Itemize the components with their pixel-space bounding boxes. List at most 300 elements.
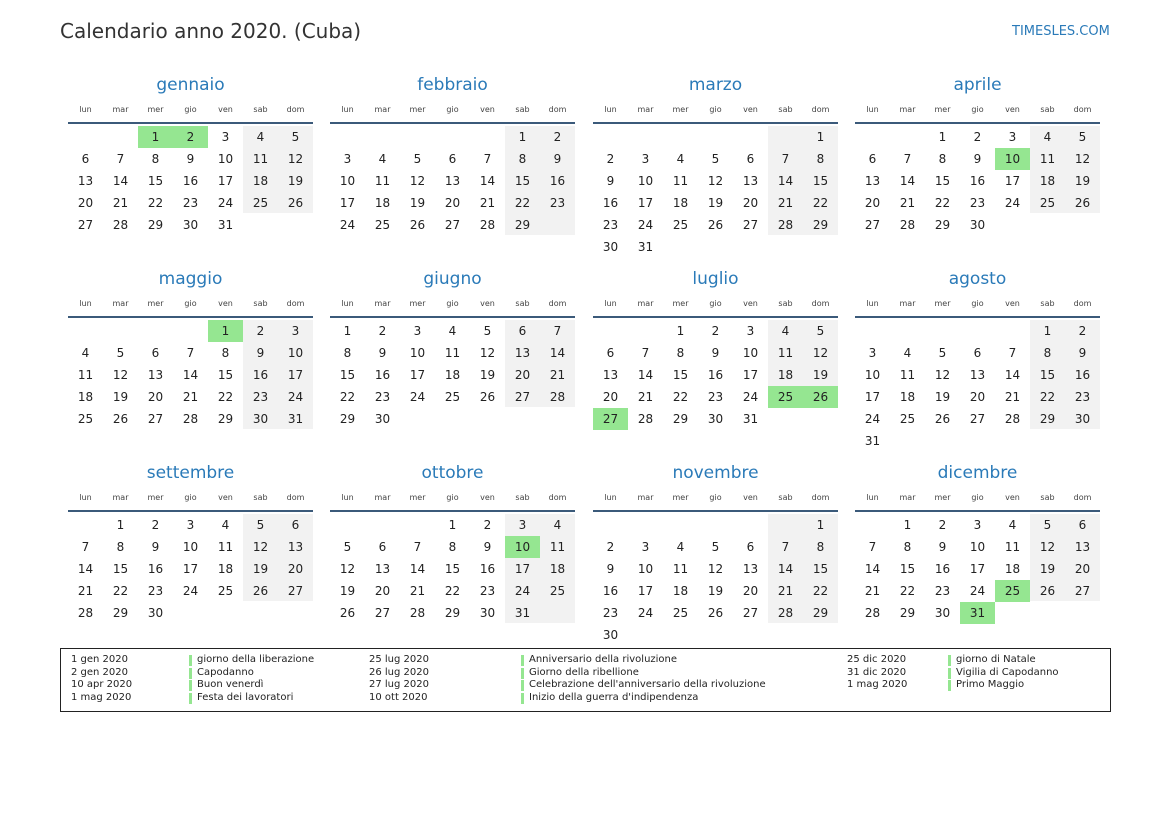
- weekday-label: sab: [1040, 105, 1055, 114]
- day-cell: 2: [378, 324, 387, 338]
- weekday-label: mar: [899, 299, 916, 308]
- day-cell: 27: [864, 218, 881, 232]
- day-cell: 4: [448, 324, 457, 338]
- legend-date: 2 gen 2020: [71, 666, 129, 678]
- holiday-legend: [60, 648, 1111, 712]
- legend-date: 31 dic 2020: [847, 666, 907, 678]
- day-cell: 26: [252, 584, 269, 598]
- day-cell: 3: [641, 540, 650, 554]
- day-cell: 5: [938, 346, 947, 360]
- day-cell: 5: [711, 540, 720, 554]
- day-cell: 17: [182, 562, 199, 576]
- weekday-label: dom: [548, 493, 567, 502]
- day-cell: 16: [374, 368, 391, 382]
- day-cell: 11: [777, 346, 794, 360]
- day-cell: 24: [182, 584, 199, 598]
- day-cell: 12: [812, 346, 829, 360]
- day-cell: 13: [77, 174, 94, 188]
- legend-date: 1 mag 2020: [71, 691, 132, 703]
- day-cell: 24: [969, 584, 986, 598]
- day-cell: 21: [864, 584, 881, 598]
- weekday-label: ven: [1005, 493, 1020, 502]
- weekday-label: sab: [778, 493, 793, 502]
- day-cell: 22: [444, 584, 461, 598]
- day-cell: 20: [514, 368, 531, 382]
- day-cell: 10: [339, 174, 356, 188]
- day-cell: 26: [287, 196, 304, 210]
- day-cell: 17: [287, 368, 304, 382]
- day-cell: 24: [637, 218, 654, 232]
- day-cell: 5: [256, 518, 265, 532]
- day-cell: 30: [602, 240, 619, 254]
- day-cell: 26: [409, 218, 426, 232]
- day-cell: 29: [147, 218, 164, 232]
- day-cell: 13: [514, 346, 531, 360]
- day-cell: 16: [549, 174, 566, 188]
- day-cell: 1: [1043, 324, 1052, 338]
- day-cell: 1: [676, 324, 685, 338]
- day-cell: 15: [112, 562, 129, 576]
- day-cell: 16: [182, 174, 199, 188]
- month-name: dicembre: [937, 463, 1018, 483]
- day-cell: 28: [112, 218, 129, 232]
- holiday-day-cell: 10: [995, 148, 1030, 170]
- day-cell: 27: [742, 218, 759, 232]
- day-cell: 23: [147, 584, 164, 598]
- day-cell: 24: [409, 390, 426, 404]
- day-cell: 8: [816, 152, 825, 166]
- legend-date: 26 lug 2020: [369, 666, 429, 678]
- weekday-label: lun: [604, 105, 617, 114]
- holiday-day-cell: 25: [995, 580, 1030, 602]
- day-cell: 12: [479, 346, 496, 360]
- day-cell: 29: [112, 606, 129, 620]
- day-cell: 17: [409, 368, 426, 382]
- day-cell: 21: [409, 584, 426, 598]
- day-cell: 11: [444, 346, 461, 360]
- legend-holiday-name: Festa dei lavoratori: [197, 691, 294, 703]
- weekday-label: dom: [811, 493, 830, 502]
- day-cell: 9: [711, 346, 720, 360]
- day-cell: 30: [602, 628, 619, 642]
- day-cell: 25: [1039, 196, 1056, 210]
- legend-marker: [521, 693, 524, 704]
- day-cell: 7: [781, 540, 790, 554]
- site-link[interactable]: TIMESLES.COM: [1012, 24, 1110, 39]
- holiday-day-cell: 1: [138, 126, 173, 148]
- weekday-label: dom: [286, 493, 305, 502]
- day-cell: 21: [182, 390, 199, 404]
- day-cell: 27: [1074, 584, 1091, 598]
- day-cell: 10: [217, 152, 234, 166]
- legend-holiday-name: giorno di Natale: [956, 654, 1036, 665]
- day-cell: 12: [1074, 152, 1091, 166]
- day-cell: 20: [742, 584, 759, 598]
- day-cell: 23: [602, 218, 619, 232]
- day-cell: 28: [637, 412, 654, 426]
- weekday-label: dom: [811, 105, 830, 114]
- day-cell: 23: [182, 196, 199, 210]
- day-cell: 17: [969, 562, 986, 576]
- day-cell: 15: [217, 368, 234, 382]
- day-cell: 7: [116, 152, 125, 166]
- legend-holiday-name: Capodanno: [197, 666, 254, 678]
- day-cell: 25: [217, 584, 234, 598]
- day-cell: 25: [77, 412, 94, 426]
- day-cell: 13: [864, 174, 881, 188]
- legend-marker: [189, 668, 192, 679]
- day-cell: 4: [676, 152, 685, 166]
- day-cell: 5: [116, 346, 125, 360]
- weekday-label: mer: [409, 105, 426, 114]
- month-name: maggio: [158, 269, 223, 289]
- day-cell: 11: [217, 540, 234, 554]
- day-cell: 29: [672, 412, 689, 426]
- day-cell: 26: [934, 412, 951, 426]
- day-cell: 6: [151, 346, 160, 360]
- weekday-label: mar: [899, 493, 916, 502]
- day-cell: 23: [374, 390, 391, 404]
- day-cell: 6: [746, 540, 755, 554]
- day-cell: 8: [816, 540, 825, 554]
- day-cell: 18: [1039, 174, 1056, 188]
- day-cell: 5: [483, 324, 492, 338]
- day-cell: 12: [339, 562, 356, 576]
- day-cell: 5: [1078, 130, 1087, 144]
- weekday-label: dom: [548, 299, 567, 308]
- month-name: giugno: [423, 269, 482, 289]
- holiday-day-cell: 27: [593, 408, 628, 430]
- day-cell: 22: [672, 390, 689, 404]
- day-cell: 20: [77, 196, 94, 210]
- day-cell: 18: [672, 196, 689, 210]
- day-cell: 17: [339, 196, 356, 210]
- month-name: febbraio: [417, 75, 488, 95]
- weekday-label: ven: [1005, 105, 1020, 114]
- day-cell: 14: [77, 562, 94, 576]
- legend-holiday-name: Giorno della ribellione: [529, 666, 639, 678]
- day-cell: 27: [514, 390, 531, 404]
- day-cell: 31: [742, 412, 759, 426]
- day-cell: 1: [816, 518, 825, 532]
- day-cell: 30: [707, 412, 724, 426]
- day-cell: 28: [899, 218, 916, 232]
- day-cell: 19: [1039, 562, 1056, 576]
- day-cell: 14: [549, 346, 566, 360]
- legend-holiday-name: Inizio della guerra d'indipendenza: [529, 691, 699, 703]
- day-cell: 23: [602, 606, 619, 620]
- legend-holiday-name: Primo Maggio: [956, 679, 1025, 690]
- day-cell: 15: [899, 562, 916, 576]
- weekday-label: lun: [79, 299, 92, 308]
- day-cell: 14: [479, 174, 496, 188]
- day-cell: 26: [1039, 584, 1056, 598]
- day-cell: 19: [252, 562, 269, 576]
- month-name: gennaio: [156, 75, 225, 95]
- day-cell: 3: [973, 518, 982, 532]
- day-cell: 25: [444, 390, 461, 404]
- day-cell: 29: [812, 606, 829, 620]
- legend-date: 1 gen 2020: [71, 654, 129, 665]
- day-cell: 15: [514, 174, 531, 188]
- day-cell: 6: [81, 152, 90, 166]
- day-cell: 5: [816, 324, 825, 338]
- day-cell: 21: [479, 196, 496, 210]
- day-cell: 5: [711, 152, 720, 166]
- day-cell: 20: [147, 390, 164, 404]
- day-cell: 15: [147, 174, 164, 188]
- day-cell: 18: [444, 368, 461, 382]
- day-cell: 29: [899, 606, 916, 620]
- day-cell: 17: [1004, 174, 1021, 188]
- day-cell: 7: [483, 152, 492, 166]
- day-cell: 20: [444, 196, 461, 210]
- day-cell: 14: [864, 562, 881, 576]
- weekday-label: ven: [218, 493, 233, 502]
- day-cell: 10: [864, 368, 881, 382]
- day-cell: 23: [934, 584, 951, 598]
- weekday-label: sab: [1040, 299, 1055, 308]
- month-name: agosto: [948, 269, 1007, 289]
- day-cell: 19: [707, 196, 724, 210]
- legend-date: 25 dic 2020: [847, 654, 907, 665]
- legend-marker: [189, 680, 192, 691]
- month-divider: [855, 510, 1100, 512]
- day-cell: 9: [186, 152, 195, 166]
- day-cell: 19: [409, 196, 426, 210]
- day-cell: 12: [707, 174, 724, 188]
- day-cell: 23: [252, 390, 269, 404]
- weekday-label: mer: [672, 493, 689, 502]
- day-cell: 14: [409, 562, 426, 576]
- month-name: aprile: [953, 75, 1002, 95]
- weekday-label: sab: [515, 299, 530, 308]
- day-cell: 24: [514, 584, 531, 598]
- weekday-label: mar: [374, 493, 391, 502]
- day-cell: 5: [343, 540, 352, 554]
- month-name: marzo: [688, 75, 743, 95]
- day-cell: 6: [518, 324, 527, 338]
- day-cell: 30: [1074, 412, 1091, 426]
- weekday-label: ven: [743, 299, 758, 308]
- day-cell: 22: [217, 390, 234, 404]
- day-cell: 1: [938, 130, 947, 144]
- month-divider: [68, 316, 313, 318]
- day-cell: 8: [1043, 346, 1052, 360]
- day-cell: 28: [1004, 412, 1021, 426]
- day-cell: 10: [637, 562, 654, 576]
- day-cell: 14: [182, 368, 199, 382]
- day-cell: 18: [899, 390, 916, 404]
- day-cell: 4: [903, 346, 912, 360]
- day-cell: 8: [116, 540, 125, 554]
- day-cell: 28: [777, 606, 794, 620]
- day-cell: 24: [864, 412, 881, 426]
- day-cell: 5: [413, 152, 422, 166]
- day-cell: 20: [969, 390, 986, 404]
- day-cell: 26: [339, 606, 356, 620]
- weekday-label: lun: [79, 493, 92, 502]
- day-cell: 29: [217, 412, 234, 426]
- day-cell: 17: [864, 390, 881, 404]
- day-cell: 13: [742, 174, 759, 188]
- day-cell: 24: [1004, 196, 1021, 210]
- legend-holiday-name: Celebrazione dell'anniversario della rivoluzione: [529, 679, 766, 690]
- day-cell: 4: [256, 130, 265, 144]
- weekday-label: sab: [1040, 493, 1055, 502]
- day-cell: 2: [711, 324, 720, 338]
- day-cell: 29: [812, 218, 829, 232]
- month-divider: [68, 510, 313, 512]
- month-divider: [593, 510, 838, 512]
- day-cell: 9: [606, 174, 615, 188]
- weekday-label: dom: [811, 299, 830, 308]
- day-cell: 3: [868, 346, 877, 360]
- day-cell: 1: [816, 130, 825, 144]
- day-cell: 28: [77, 606, 94, 620]
- day-cell: 29: [934, 218, 951, 232]
- weekday-label: dom: [1073, 299, 1092, 308]
- day-cell: 28: [182, 412, 199, 426]
- day-cell: 3: [641, 152, 650, 166]
- weekday-label: ven: [218, 299, 233, 308]
- weekday-label: mar: [374, 299, 391, 308]
- legend-date: 27 lug 2020: [369, 679, 429, 690]
- day-cell: 24: [287, 390, 304, 404]
- weekday-label: lun: [604, 299, 617, 308]
- day-cell: 25: [374, 218, 391, 232]
- weekday-label: mer: [934, 299, 951, 308]
- weekday-label: mar: [637, 105, 654, 114]
- day-cell: 9: [151, 540, 160, 554]
- day-cell: 8: [448, 540, 457, 554]
- day-cell: 11: [672, 174, 689, 188]
- day-cell: 10: [742, 346, 759, 360]
- day-cell: 27: [77, 218, 94, 232]
- weekday-label: mar: [112, 493, 129, 502]
- weekday-label: mar: [637, 299, 654, 308]
- weekday-label: lun: [341, 299, 354, 308]
- weekday-label: mer: [672, 299, 689, 308]
- day-cell: 4: [781, 324, 790, 338]
- day-cell: 21: [899, 196, 916, 210]
- day-cell: 31: [287, 412, 304, 426]
- day-cell: 23: [1074, 390, 1091, 404]
- day-cell: 18: [77, 390, 94, 404]
- day-cell: 20: [374, 584, 391, 598]
- day-cell: 3: [221, 130, 230, 144]
- day-cell: 5: [291, 130, 300, 144]
- month-name: ottobre: [421, 463, 484, 483]
- day-cell: 16: [707, 368, 724, 382]
- day-cell: 4: [1008, 518, 1017, 532]
- day-cell: 7: [903, 152, 912, 166]
- day-cell: 3: [413, 324, 422, 338]
- day-cell: 15: [812, 174, 829, 188]
- weekday-label: mar: [637, 493, 654, 502]
- day-cell: 26: [707, 606, 724, 620]
- weekday-label: lun: [866, 493, 879, 502]
- month-divider: [593, 316, 838, 318]
- month-divider: [855, 316, 1100, 318]
- day-cell: 19: [1074, 174, 1091, 188]
- day-cell: 13: [1074, 540, 1091, 554]
- weekday-label: gio: [709, 493, 722, 502]
- day-cell: 22: [514, 196, 531, 210]
- day-cell: 9: [378, 346, 387, 360]
- day-cell: 25: [252, 196, 269, 210]
- weekday-label: mer: [672, 105, 689, 114]
- day-cell: 3: [518, 518, 527, 532]
- weekday-label: ven: [480, 105, 495, 114]
- day-cell: 19: [812, 368, 829, 382]
- day-cell: 17: [217, 174, 234, 188]
- day-cell: 29: [514, 218, 531, 232]
- day-cell: 18: [777, 368, 794, 382]
- day-cell: 2: [151, 518, 160, 532]
- weekday-label: lun: [341, 105, 354, 114]
- day-cell: 25: [672, 606, 689, 620]
- weekday-label: sab: [253, 105, 268, 114]
- day-cell: 6: [378, 540, 387, 554]
- day-cell: 19: [112, 390, 129, 404]
- day-cell: 11: [252, 152, 269, 166]
- day-cell: 11: [549, 540, 566, 554]
- day-cell: 11: [1004, 540, 1021, 554]
- day-cell: 28: [864, 606, 881, 620]
- day-cell: 11: [77, 368, 94, 382]
- day-cell: 3: [343, 152, 352, 166]
- day-cell: 14: [777, 174, 794, 188]
- day-cell: 4: [378, 152, 387, 166]
- day-cell: 18: [672, 584, 689, 598]
- day-cell: 11: [899, 368, 916, 382]
- month-divider: [593, 122, 838, 124]
- weekday-label: lun: [604, 493, 617, 502]
- day-cell: 24: [217, 196, 234, 210]
- legend-marker: [521, 680, 524, 691]
- day-cell: 21: [77, 584, 94, 598]
- day-cell: 7: [868, 540, 877, 554]
- day-cell: 22: [899, 584, 916, 598]
- holiday-day-cell: 26: [803, 386, 838, 408]
- day-cell: 8: [938, 152, 947, 166]
- day-cell: 28: [549, 390, 566, 404]
- day-cell: 28: [409, 606, 426, 620]
- day-cell: 30: [479, 606, 496, 620]
- day-cell: 3: [1008, 130, 1017, 144]
- weekday-label: lun: [341, 493, 354, 502]
- day-cell: 1: [116, 518, 125, 532]
- weekday-label: lun: [866, 299, 879, 308]
- day-cell: 23: [479, 584, 496, 598]
- day-cell: 30: [182, 218, 199, 232]
- weekday-label: sab: [515, 493, 530, 502]
- day-cell: 20: [864, 196, 881, 210]
- day-cell: 15: [444, 562, 461, 576]
- day-cell: 21: [549, 368, 566, 382]
- day-cell: 2: [256, 324, 265, 338]
- day-cell: 9: [483, 540, 492, 554]
- day-cell: 31: [514, 606, 531, 620]
- day-cell: 24: [339, 218, 356, 232]
- day-cell: 8: [676, 346, 685, 360]
- legend-marker: [189, 655, 192, 666]
- day-cell: 25: [672, 218, 689, 232]
- weekday-label: sab: [515, 105, 530, 114]
- weekday-label: ven: [743, 105, 758, 114]
- weekday-label: gio: [184, 105, 197, 114]
